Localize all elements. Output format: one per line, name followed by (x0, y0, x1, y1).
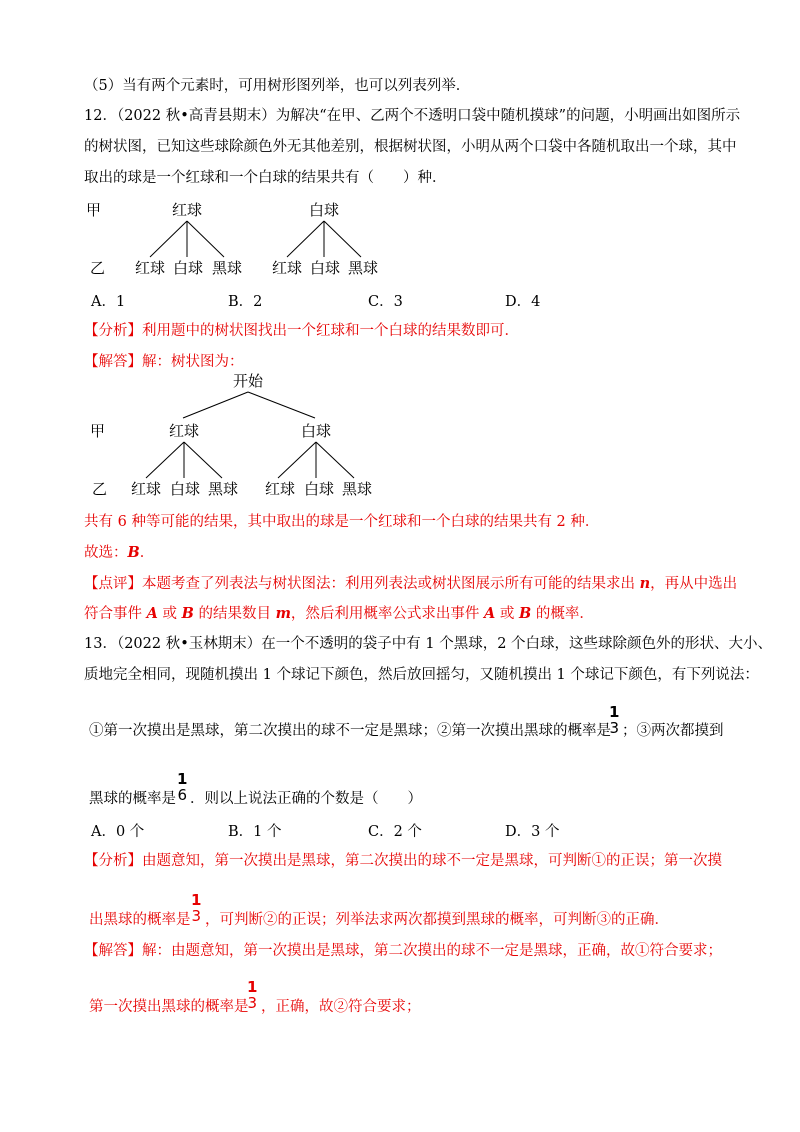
q12-result: 共有 6 种等可能的结果，其中取出的球是一个红球和一个白球的结果共有 2 种． (84, 514, 600, 530)
fraction-numerator: 1 (609, 703, 620, 721)
q12-option-a: A．1 (91, 294, 126, 310)
tree2-jia-label: 甲 (90, 422, 106, 440)
comment2-text-b: 的结果数目 (193, 606, 276, 622)
comment2-var-m: m (275, 605, 291, 622)
q13-statement-part-a: ①第一次摸出是黑球，第二次摸出的球不一定是黑球；②第一次摸出黑球的概率是 (89, 723, 611, 739)
tree1-child-black-2: 黑球 (348, 259, 379, 277)
fraction-numerator: 1 (191, 891, 202, 909)
item-5-text: （5）当有两个元素时，可用树形图列举，也可以列表列举． (84, 78, 471, 94)
tree1-child-red-1: 红球 (135, 259, 166, 277)
comment1-text-b: ，再从中选出 (650, 576, 738, 592)
q13-fraction-one-third (609, 704, 619, 736)
q12-choose-letter: B (127, 544, 140, 561)
q12-solution-tree-diagram (80, 370, 400, 500)
fraction-denominator: 3 (247, 994, 257, 1012)
q12-tree-diagram (80, 193, 400, 283)
tree2-child-red-2: 红球 (265, 480, 296, 498)
tree1-child-black-1: 黑球 (212, 259, 243, 277)
q13-option-a: A．0 个 (91, 824, 145, 840)
q12-comment-line2 (84, 604, 594, 624)
fraction-numerator: 1 (177, 770, 188, 788)
q13-answer-line2-b: ，正确，故②符合要求； (261, 999, 421, 1015)
q12-option-b: B．2 (228, 294, 263, 310)
q12-choose-suffix: ． (139, 545, 155, 561)
q12-answer-intro: 【解答】解：树状图为： (84, 354, 244, 370)
comment1-text-a: 【点评】本题考查了列表法与树状图法：利用列表法或树状图展示所有可能的结果求出 (84, 576, 640, 592)
q13-option-d: D．3 个 (505, 824, 560, 840)
tree2-child-black-2: 黑球 (342, 480, 373, 498)
tree2-parent-white: 白球 (301, 422, 332, 440)
tree1-child-white-1: 白球 (173, 259, 204, 277)
tree1-parent-white: 白球 (309, 201, 340, 219)
q12-analysis: 【分析】利用题中的树状图找出一个红球和一个白球的结果数即可． (84, 323, 519, 339)
q13-analysis-line1: 【分析】由题意知，第一次摸出是黑球，第二次摸出的球不一定是黑球，可判断①的正误；第一次摸 (84, 853, 722, 869)
q12-stem-line3: 取出的球是一个红球和一个白球的结果共有（ ）种． (84, 170, 447, 186)
comment1-var-n: n (639, 575, 651, 592)
tree1-jia-label: 甲 (86, 201, 102, 219)
q13-answer-line2-a: 第一次摸出黑球的概率是 (89, 999, 249, 1015)
tree2-yi-label: 乙 (92, 480, 108, 498)
q13-statement-part-b: ；③两次都摸到 (622, 723, 724, 739)
comment2-var-B2: B (519, 605, 532, 622)
tree2-child-red-1: 红球 (131, 480, 162, 498)
fraction-denominator: 3 (191, 907, 201, 925)
comment2-or2: 或 (495, 606, 520, 622)
q13-analysis-line2-a: 出黑球的概率是 (89, 912, 191, 928)
q12-choose (84, 543, 154, 563)
tree1-child-white-2: 白球 (310, 259, 341, 277)
q13-fraction-one-sixth (177, 771, 187, 803)
q13-statement-part-d: ．则以上说法正确的个数是（ ） (190, 791, 422, 807)
fraction-denominator: 6 (177, 786, 187, 804)
q13-stem-line1: 13．（2022 秋•玉林期末）在一个不透明的袋子中有 1 个黑球，2 个白球，这些球除颜色外的形状、大小、 (84, 636, 773, 652)
q12-stem-line2: 的树状图，已知这些球除颜色外无其他差别，根据树状图，小明从两个口袋中各随机取出一个球，其中 (84, 139, 737, 155)
q13-analysis-line2-b: ，可判断②的正误；列举法求两次都摸到黑球的概率，可判断③的正确． (205, 912, 669, 928)
q13-analysis-fraction (191, 892, 201, 924)
q13-stem-line2: 质地完全相同，现随机摸出 1 个球记下颜色，然后放回摇匀，又随机摸出 1 个球记下颜色，有下列说法： (84, 667, 759, 683)
q13-answer-fraction (247, 979, 257, 1011)
tree2-child-white-1: 白球 (170, 480, 201, 498)
q13-option-c: C．2 个 (368, 824, 422, 840)
comment2-text-a: 符合事件 (84, 606, 147, 622)
tree1-child-red-2: 红球 (272, 259, 303, 277)
tree2-root-label: 开始 (233, 372, 264, 390)
fraction-denominator: 3 (609, 719, 619, 737)
q13-statement-part-c: 黑球的概率是 (89, 791, 176, 807)
comment2-var-A: A (146, 605, 158, 622)
comment2-var-A2: A (484, 605, 496, 622)
tree2-child-black-1: 黑球 (208, 480, 239, 498)
q12-stem-line1: 12．（2022 秋•高青县期末）为解决“在甲、乙两个不透明口袋中随机摸球”的问题，小明画出如图所示 (84, 108, 741, 124)
tree2-child-white-2: 白球 (304, 480, 335, 498)
tree2-parent-red: 红球 (169, 422, 200, 440)
tree1-parent-red: 红球 (172, 201, 203, 219)
comment2-text-d: 的概率． (531, 606, 594, 622)
comment2-text-c: ，然后利用概率公式求出事件 (290, 606, 485, 622)
comment2-or: 或 (157, 606, 182, 622)
q12-option-c: C．3 (368, 294, 403, 310)
q13-option-b: B．1 个 (228, 824, 282, 840)
q12-comment-line1 (84, 574, 737, 594)
tree1-yi-label: 乙 (90, 259, 106, 277)
q12-option-d: D．4 (505, 294, 541, 310)
q12-choose-prefix: 故选： (84, 545, 128, 561)
comment2-var-B: B (181, 605, 194, 622)
q13-answer-line1: 【解答】解：由题意知，第一次摸出是黑球，第二次摸出的球不一定是黑球，正确，故①符合要求； (84, 943, 722, 959)
fraction-numerator: 1 (247, 978, 258, 996)
